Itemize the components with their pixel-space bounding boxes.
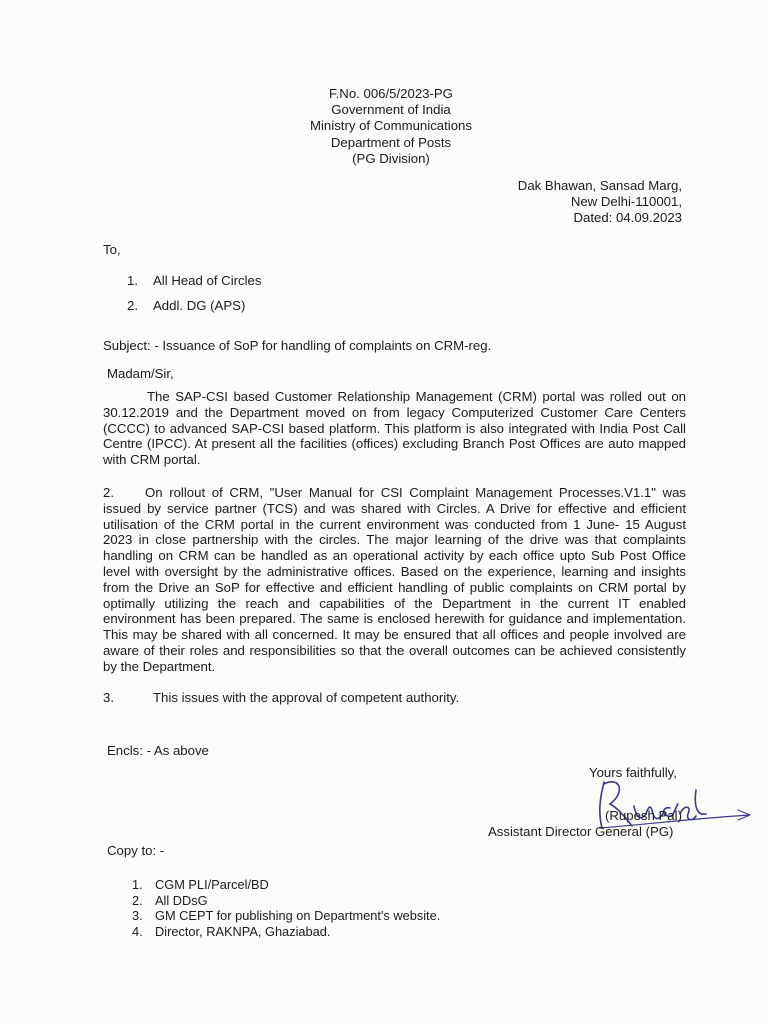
signatory-designation: Assistant Director General (PG) [488, 824, 674, 839]
copy-to-text: GM CEPT for publishing on Department's website. [155, 908, 441, 924]
copy-to-item [132, 893, 440, 909]
recipient-item [127, 273, 261, 288]
paragraph-2-number: 2. [103, 485, 114, 500]
recipient-item [127, 298, 245, 313]
copy-to-item [132, 908, 440, 924]
enclosures-line: Encls: - As above [107, 743, 209, 758]
file-number: F.No. 006/5/2023-PG [329, 86, 453, 101]
address-line-1: Dak Bhawan, Sansad Marg, [517, 178, 682, 193]
copy-to-text: Director, RAKNPA, Ghaziabad. [155, 923, 331, 939]
closing-text: Yours faithfully, [589, 765, 677, 780]
recipient-text: Addl. DG (APS) [153, 298, 246, 313]
copy-to-number: 2. [132, 892, 143, 908]
paragraph-3 [103, 690, 459, 705]
address-line-2: New Delhi-110001, [570, 194, 682, 210]
date-line: Dated: 04.09.2023 [573, 210, 682, 226]
header-line-division: (PG Division) [352, 150, 430, 166]
header-line-government: Government of India [331, 102, 451, 118]
copy-to-number: 3. [132, 908, 143, 924]
copy-to-number: 4. [132, 923, 143, 939]
salutation: Madam/Sir, [107, 366, 174, 381]
paragraph-1: The SAP-CSI based Customer Relationship Management (CRM) portal was rolled out on 30.12.2019 and the Department moved on from legacy Computerized Customer Care Centers (CCCC) to advanced SAP-CSI based platform. This platform is also integrated with India Post Call Centre (IPCC). At present all the facilities (offices) excluding Branch Post Offices are auto mapped with CRM portal. [103, 389, 686, 468]
paragraph-2 [103, 485, 686, 675]
recipient-number: 1. [127, 273, 138, 288]
copy-to-item [132, 924, 440, 940]
copy-to-list [132, 877, 440, 939]
copy-to-item [132, 877, 440, 893]
copy-to-text: CGM PLI/Parcel/BD [155, 877, 269, 892]
paragraph-2-text: On rollout of CRM, "User Manual for CSI Complaint Management Processes.V1.1" was issued by service partner (TCS) and was shared with Circles. A Drive for effective and efficient utilisation of the CRM portal in the current environment was conducted from 1 June- 15 August 2023 in close partnership with the circles. The major learning of the drive was that complaints handling on CRM can be handled as an operational activity by each office upto Sub Post Office level with oversight by the administrative offices. Based on the experience, learning and insights from the Drive an SoP for effective and efficient handling of public complaints on CRM portal by optimally utilizing the reach and capabilities of the Department in the current IT enabled environment has been prepared. The same is enclosed herewith for guidance and implementation. This may be shared with all concerned. It may be ensured that all offices and people involved are aware of their roles and responsibilities so that the overall outcomes can be achieved consistently by the Department. [103, 485, 686, 674]
recipient-number: 2. [127, 298, 138, 313]
to-label: To, [103, 242, 121, 257]
paragraph-3-text: This issues with the approval of competent authority. [153, 690, 460, 705]
copy-to-number: 1. [132, 877, 143, 892]
paragraph-3-number: 3. [103, 690, 114, 705]
letter-header [0, 86, 768, 167]
copy-to-text: All DDsG [155, 892, 208, 908]
subject-line: Subject: - Issuance of SoP for handling of complaints on CRM-reg. [103, 338, 492, 353]
address-block [518, 178, 682, 227]
recipient-text: All Head of Circles [153, 273, 262, 288]
header-line-ministry: Ministry of Communications [310, 118, 472, 134]
header-line-department: Department of Posts [330, 134, 452, 150]
signatory-name: (Rupesh Pal) [605, 808, 682, 823]
copy-to-label: Copy to: - [107, 843, 165, 858]
